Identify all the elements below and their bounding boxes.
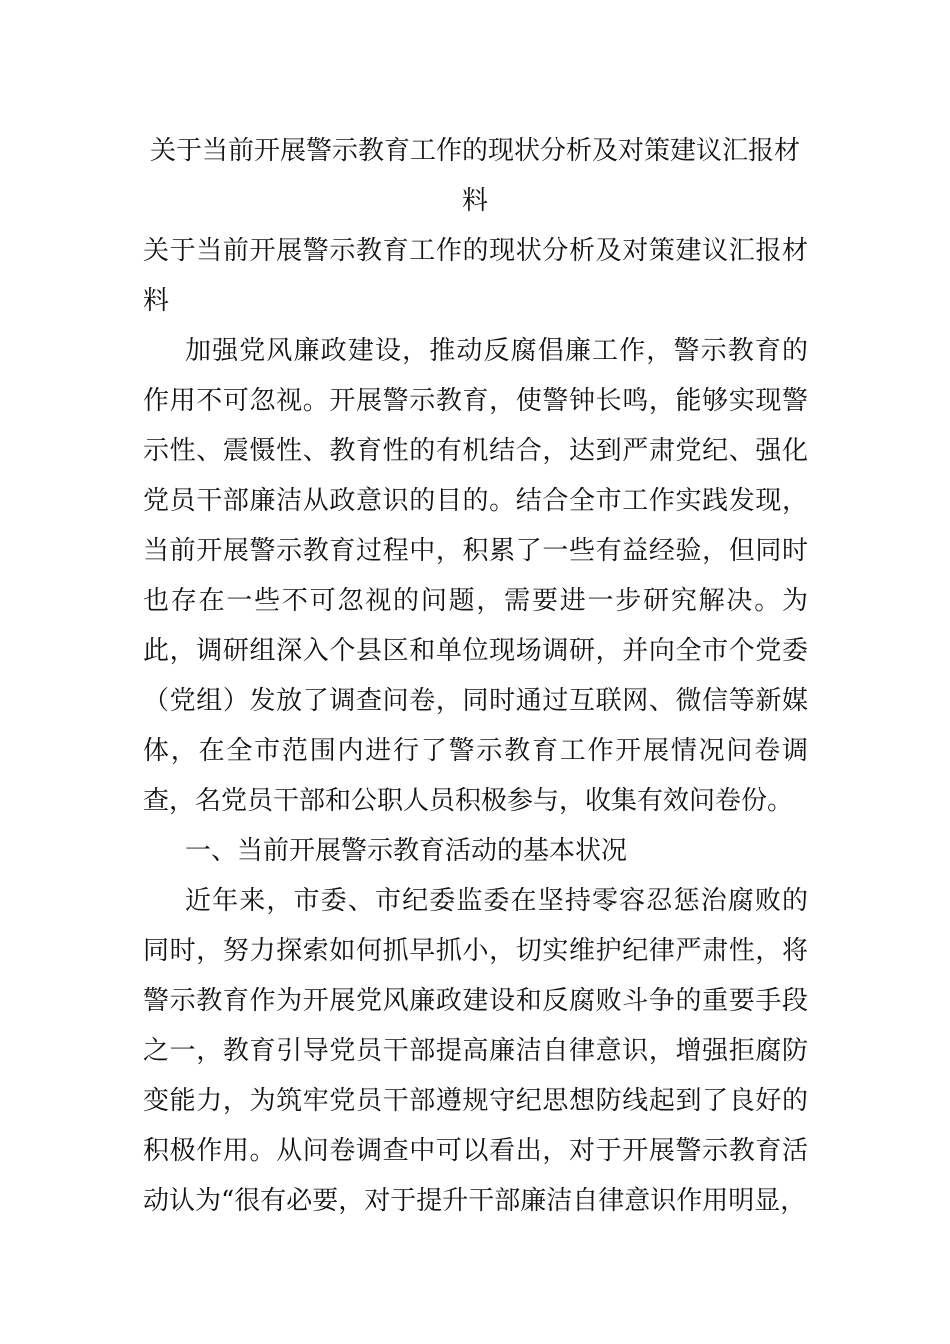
intro-paragraph: 加强党风廉政建设，推动反腐倡廉工作，警示教育的作用不可忽视。开展警示教育，使警钟长鸣，能够实现警示性、震慑性、教育性的有机结合，达到严肃党纪、强化党员干部廉洁从政意识的目的。结合全市工作实践发现，当前开展警示教育过程中，积累了一些有益经验，但同时也存在一些不可忽视的问题，需要进一步研究解决。为此，调研组深入个县区和单位现场调研，并向全市个党委（党组）发放了调查问卷，同时通过互联网、微信等新媒体，在全市范围内进行了警示教育工作开展情况问卷调查，名党员干部和公职人员积极参与，收集有效问卷份。 bbox=[143, 336, 808, 816]
section-heading: 一、当前开展警示教育活动的基本状况 bbox=[185, 836, 628, 866]
document-body bbox=[143, 226, 808, 1226]
document-title: 关于当前开展警示教育工作的现状分析及对策建议汇报材料 bbox=[149, 136, 800, 216]
document-subtitle: 关于当前开展警示教育工作的现状分析及对策建议汇报材料 bbox=[143, 236, 808, 316]
body-paragraph: 近年来，市委、市纪委监委在坚持零容忍惩治腐败的同时，努力探索如何抓早抓小，切实维护纪律严肃性，将警示教育作为开展党风廉政建设和反腐败斗争的重要手段之一，教育引导党员干部提高廉洁自律意识，增强拒腐防变能力，为筑牢党员干部遵规守纪思想防线起到了良好的积极作用。从问卷调查中可以看出，对于开展警示教育活动认为“很有必要，对于提升干部廉洁自律意识作用明显， bbox=[143, 886, 808, 1216]
